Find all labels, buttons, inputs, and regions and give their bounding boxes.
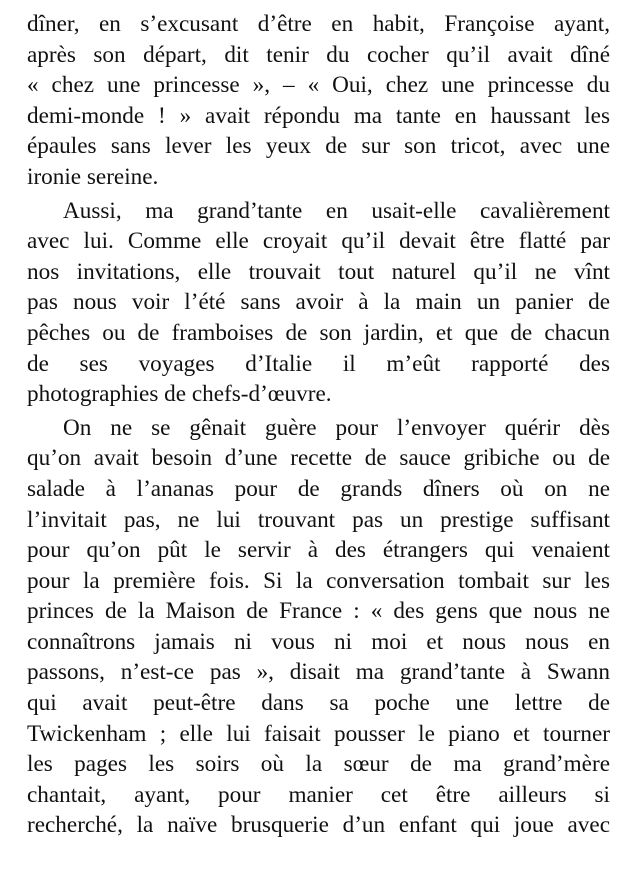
- text-line: recherché, la naïve brusquerie d’un enfant qui joue avec: [27, 812, 610, 839]
- document-page: [27, 9, 610, 844]
- text-line: chantait, ayant, pour manier cet être ailleurs si: [27, 781, 610, 808]
- text-line: photographies de chefs-d’œuvre.: [27, 381, 332, 408]
- text-line: pas nous voir l’été sans avoir à la main un panier de: [27, 289, 610, 316]
- text-line: Aussi, ma grand’tante en usait-elle cavalièrement: [63, 197, 610, 224]
- text-line: pour qu’on pût le servir à des étrangers qui venaient: [27, 537, 610, 564]
- text-line: salade à l’ananas pour de grands dîners où on ne: [27, 475, 610, 502]
- text-line: pour la première fois. Si la conversation tombait sur les: [27, 567, 610, 594]
- text-line: princes de la Maison de France : « des gens que nous ne: [27, 598, 610, 625]
- text-line: Twickenham ; elle lui faisait pousser le piano et tourner: [27, 720, 610, 747]
- text-line: qu’on avait besoin d’une recette de sauce gribiche ou de: [27, 445, 610, 472]
- paragraph-3: [27, 413, 610, 841]
- text-line: ironie sereine.: [27, 163, 159, 190]
- text-line: épaules sans lever les yeux de sur son tricot, avec une: [27, 133, 610, 160]
- text-line: de ses voyages d’Italie il m’eût rapporté des: [27, 350, 610, 377]
- text-line: « chez une princesse », – « Oui, chez une princesse du: [27, 72, 610, 99]
- text-line: avec lui. Comme elle croyait qu’il devait être flatté par: [27, 228, 610, 255]
- text-line: nos invitations, elle trouvait tout naturel qu’il ne vînt: [27, 258, 610, 285]
- text-line: dîner, en s’excusant d’être en habit, Françoise ayant,: [27, 11, 610, 37]
- text-line: demi-monde ! » avait répondu ma tante en haussant les: [27, 102, 610, 129]
- text-line: les pages les soirs où la sœur de ma grand’mère: [27, 751, 610, 778]
- text-line: pêches ou de framboises de son jardin, et que de chacun: [27, 319, 610, 346]
- text-line: qui avait peut-être dans sa poche une lettre de: [27, 690, 610, 717]
- paragraph-2: [27, 196, 610, 410]
- text-line: après son départ, dit tenir du cocher qu’il avait dîné: [27, 41, 610, 68]
- text-line: l’invitait pas, ne lui trouvant pas un prestige suffisant: [27, 506, 610, 533]
- text-line: connaîtrons jamais ni vous ni moi et nous nous en: [27, 628, 610, 655]
- paragraph-1: [27, 9, 610, 193]
- text-line: On ne se gênait guère pour l’envoyer quérir dès: [63, 414, 610, 441]
- text-line: passons, n’est-ce pas », disait ma grand’tante à Swann: [27, 659, 610, 686]
